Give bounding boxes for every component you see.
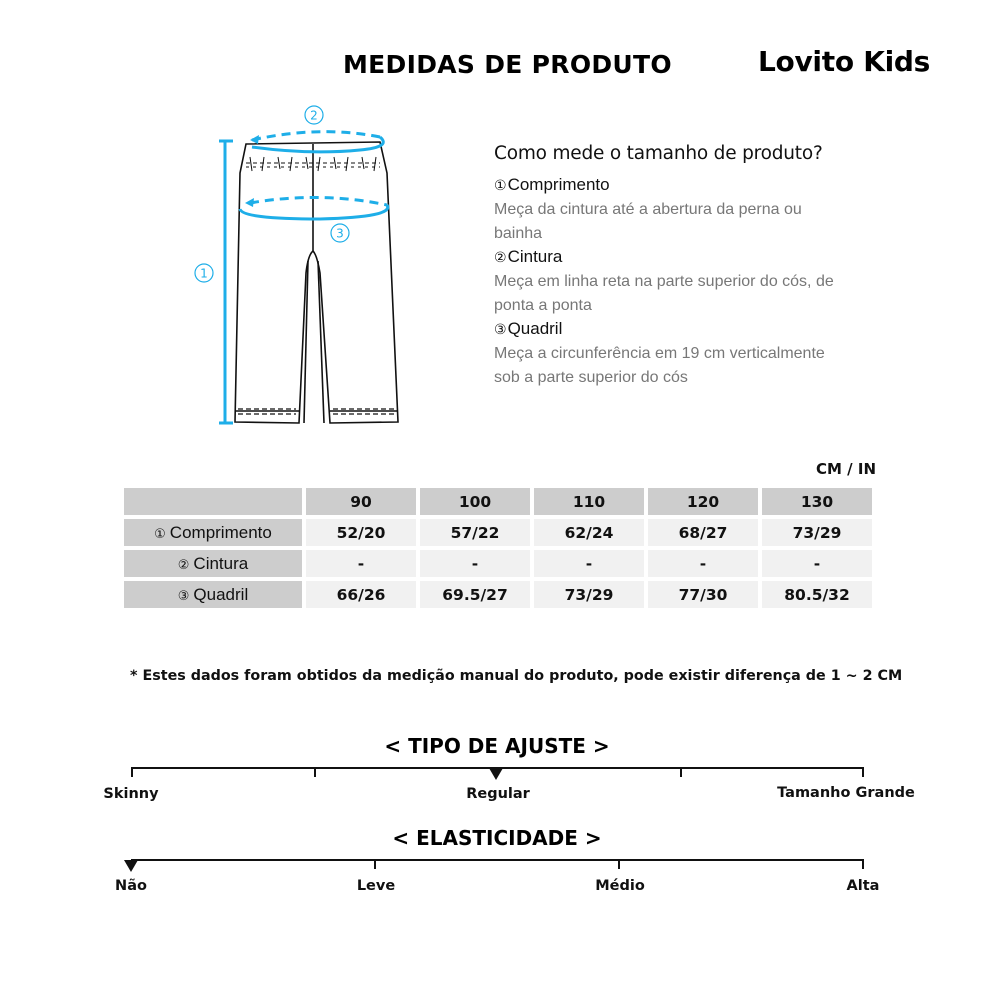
row-label [124, 550, 302, 577]
table-cell: 77/30 [648, 581, 758, 608]
elasticity-label-alta: Alta [846, 878, 880, 894]
row-label [124, 519, 302, 546]
scale-tick [618, 859, 620, 869]
svg-text:3: 3 [336, 226, 344, 241]
table-cell: - [648, 550, 758, 577]
circled-two-icon: ② [494, 250, 507, 266]
how-to-measure-section [494, 143, 874, 389]
circled-three-icon: ③ [494, 322, 507, 338]
measure-name: Cintura [507, 247, 563, 266]
table-cell: - [306, 550, 416, 577]
svg-text:1: 1 [200, 266, 208, 281]
fit-scale-title: < TIPO DE AJUSTE > [384, 734, 610, 758]
size-header: 90 [306, 488, 416, 515]
table-cell: 73/29 [762, 519, 872, 546]
elasticity-scale-line [131, 859, 864, 861]
circled-one-icon: ① [154, 526, 166, 542]
size-header: 130 [762, 488, 872, 515]
size-header: 120 [648, 488, 758, 515]
table-cell: 52/20 [306, 519, 416, 546]
unit-label: CM / IN [816, 460, 876, 478]
circled-three-icon: ③ [177, 588, 190, 604]
table-cell: 57/22 [420, 519, 530, 546]
elasticity-label-leve: Leve [356, 878, 396, 894]
scale-tick [862, 859, 864, 869]
measure-desc: sob a parte superior do cós [494, 368, 688, 386]
how-to-measure-question: Como mede o tamanho de produto? [494, 143, 823, 164]
scale-tick [131, 767, 133, 777]
table-cell: 62/24 [534, 519, 644, 546]
pants-measurement-diagram [180, 95, 410, 435]
elasticity-label-nao: Não [115, 878, 147, 894]
fit-label-skinny: Skinny [103, 786, 159, 802]
row-label-text: Cintura [193, 553, 249, 573]
scale-tick [374, 859, 376, 869]
svg-text:2: 2 [310, 108, 318, 123]
elasticity-label-medio: Médio [595, 878, 645, 894]
table-cell: 68/27 [648, 519, 758, 546]
table-row [124, 581, 872, 608]
measure-desc: ponta a ponta [494, 296, 592, 314]
measure-desc: Meça da cintura até a abertura da perna ou [494, 201, 802, 218]
measure-desc: Meça em linha reta na parte superior do cós, de [494, 273, 834, 290]
measure-desc: Meça a circunferência em 19 cm verticalmente [494, 345, 825, 362]
selected-marker-icon [489, 768, 503, 780]
fit-label-tamanho-grande: Tamanho Grande [777, 785, 915, 801]
size-table [120, 484, 876, 612]
brand-logo: Lovito Kids [758, 45, 931, 78]
measure-name: Quadril [507, 319, 563, 338]
measurement-note: * Estes dados foram obtidos da medição manual do produto, pode existir diferença de 1 ~ 2 CM [130, 668, 903, 684]
measure-desc: bainha [494, 224, 543, 242]
scale-tick [862, 767, 864, 777]
size-header: 100 [420, 488, 530, 515]
fit-label-regular: Regular [466, 786, 530, 802]
row-label-text: Quadril [193, 584, 249, 604]
measure-item-quadril [494, 317, 874, 389]
scale-tick [314, 767, 316, 777]
table-cell: 73/29 [534, 581, 644, 608]
size-header: 110 [534, 488, 644, 515]
pants-outline-icon [180, 95, 410, 435]
table-row [124, 519, 872, 546]
table-cell: - [762, 550, 872, 577]
row-label [124, 581, 302, 608]
row-label-text: Comprimento [169, 522, 272, 542]
table-cell: 69.5/27 [420, 581, 530, 608]
table-cell: 66/26 [306, 581, 416, 608]
measure-item-comprimento [494, 173, 874, 245]
table-cell: 80.5/32 [762, 581, 872, 608]
page-title: MEDIDAS DE PRODUTO [343, 50, 672, 79]
elasticity-scale-title: < ELASTICIDADE > [392, 826, 602, 850]
header-corner-cell [124, 488, 302, 515]
scale-tick [680, 767, 682, 777]
selected-marker-icon [124, 860, 138, 872]
table-header-row [124, 488, 872, 515]
table-cell: - [420, 550, 530, 577]
circled-two-icon: ② [177, 557, 190, 573]
table-cell: - [534, 550, 644, 577]
measure-item-cintura [494, 245, 874, 317]
table-row [124, 550, 872, 577]
measure-name: Comprimento [507, 175, 610, 194]
circled-one-icon: ① [494, 178, 507, 194]
